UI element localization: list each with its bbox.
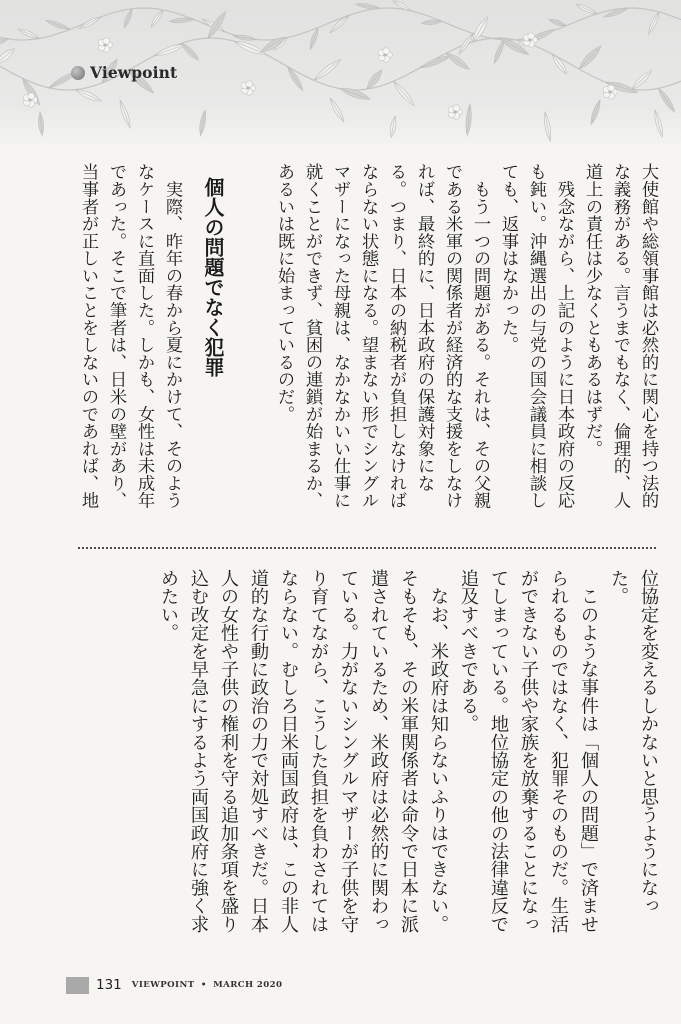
flower-center-ornament	[246, 86, 249, 89]
flower-petal-ornament	[103, 38, 110, 45]
flower-petal-ornament	[383, 48, 390, 55]
flower-center-ornament	[453, 110, 456, 113]
text-column: ても、返事はなかった。	[498, 163, 518, 354]
text-column: なお、米政府は知らないふりはできない。	[428, 569, 449, 933]
flower-petal-ornament	[453, 105, 460, 112]
article-upper-block	[74, 163, 662, 515]
flower-petal-ornament	[28, 93, 35, 100]
magazine-name: VIEWPOINT	[131, 980, 195, 990]
text-column: そもそも、その米軍関係者は命令で日本に派	[398, 569, 419, 933]
footer-tab-marker	[66, 977, 89, 994]
section-label-text: Viewpoint	[90, 63, 178, 82]
text-column: ている。力がないシングルマザーが子供を守	[338, 569, 359, 933]
text-column: 位協定を変えるしかないと思うようになっ	[638, 569, 659, 915]
text-column: 大使館や総領事館は必然的に関心を持つ法的	[638, 163, 658, 509]
text-column: た。	[608, 569, 629, 606]
text-column: ができない子供や家族を放棄することになっ	[518, 569, 539, 933]
dotted-separator	[78, 547, 656, 549]
flower-petal-ornament	[528, 33, 535, 40]
text-column: めたい。	[158, 569, 179, 642]
article-lower-block	[153, 569, 663, 939]
flower-center-ornament	[608, 90, 611, 93]
text-column: 込む改定を早急にするよう両国政府に強く求	[188, 569, 209, 933]
footer-separator: •	[200, 980, 207, 990]
text-column: る。つまり、日本の納税者が負担しなければ	[386, 163, 406, 509]
flower-petal-ornament	[246, 81, 253, 88]
text-column: り育てながら、こうした負担を負わされては	[308, 569, 329, 933]
text-column: 人の女性や子供の権利を守る追加条項を盛り	[218, 569, 239, 933]
footer-publication	[132, 980, 286, 990]
text-column: 道上の責任は少なくともあるはずだ。	[582, 163, 602, 457]
section-heading: 個人の問題でなく犯罪	[201, 177, 225, 377]
text-column: なケースに直面した。しかも、女性は未成年	[134, 163, 154, 509]
section-label	[71, 63, 177, 82]
text-column: な義務がある。言うまでもなく、倫理的、人	[610, 163, 630, 509]
text-column: マザーになった母親は、なかなかいい仕事に	[330, 163, 350, 509]
circle-bullet-icon	[71, 66, 85, 80]
text-column: れば、最終的に、日本政府の保護対象にな	[414, 163, 434, 492]
text-column: であった。そこで筆者は、日米の壁があり、	[106, 163, 126, 509]
text-column: あるいは既に始まっているのだ。	[274, 163, 294, 423]
text-column: 追及すべきである。	[458, 569, 479, 733]
flower-center-ornament	[103, 43, 106, 46]
flower-center-ornament	[28, 98, 31, 101]
text-column: 残念ながら、上記のように日本政府の反応	[554, 163, 574, 509]
flower-center-ornament	[383, 53, 386, 56]
text-column: 当事者が正しいことをしないのであれば、地	[78, 163, 98, 509]
issue-date: MARCH 2020	[213, 980, 283, 990]
text-column: このような事件は「個人の問題」で済ませ	[578, 569, 599, 933]
text-column: 実際、昨年の春から夏にかけて、そのよう	[162, 163, 182, 509]
text-column: られるものではなく、犯罪そのものだ。生活	[548, 569, 569, 933]
text-column: ならない状態になる。望まない形でシングル	[358, 163, 378, 509]
page-number: 131	[96, 977, 122, 993]
text-column: 就くことができず、貧困の連鎖が始まるか、	[302, 163, 322, 509]
text-column: である米軍の関係者が経済的な支援をしなけ	[442, 163, 462, 509]
flower-petal-ornament	[608, 85, 615, 92]
page-footer	[66, 976, 285, 994]
text-column: 道的な行動に政治の力で対処すべきだ。日本	[248, 569, 269, 933]
flower-center-ornament	[528, 38, 531, 41]
text-column: ならない。むしろ日米両国政府は、この非人	[278, 569, 299, 933]
text-column: もう一つの問題がある。それは、その父親	[470, 163, 490, 509]
text-column: 遣されているため、米政府は必然的に関わっ	[368, 569, 389, 933]
text-column: てしまっている。地位協定の他の法律違反で	[488, 569, 509, 933]
text-column: も鈍い。沖縄選出の与党の国会議員に相談し	[526, 163, 546, 509]
